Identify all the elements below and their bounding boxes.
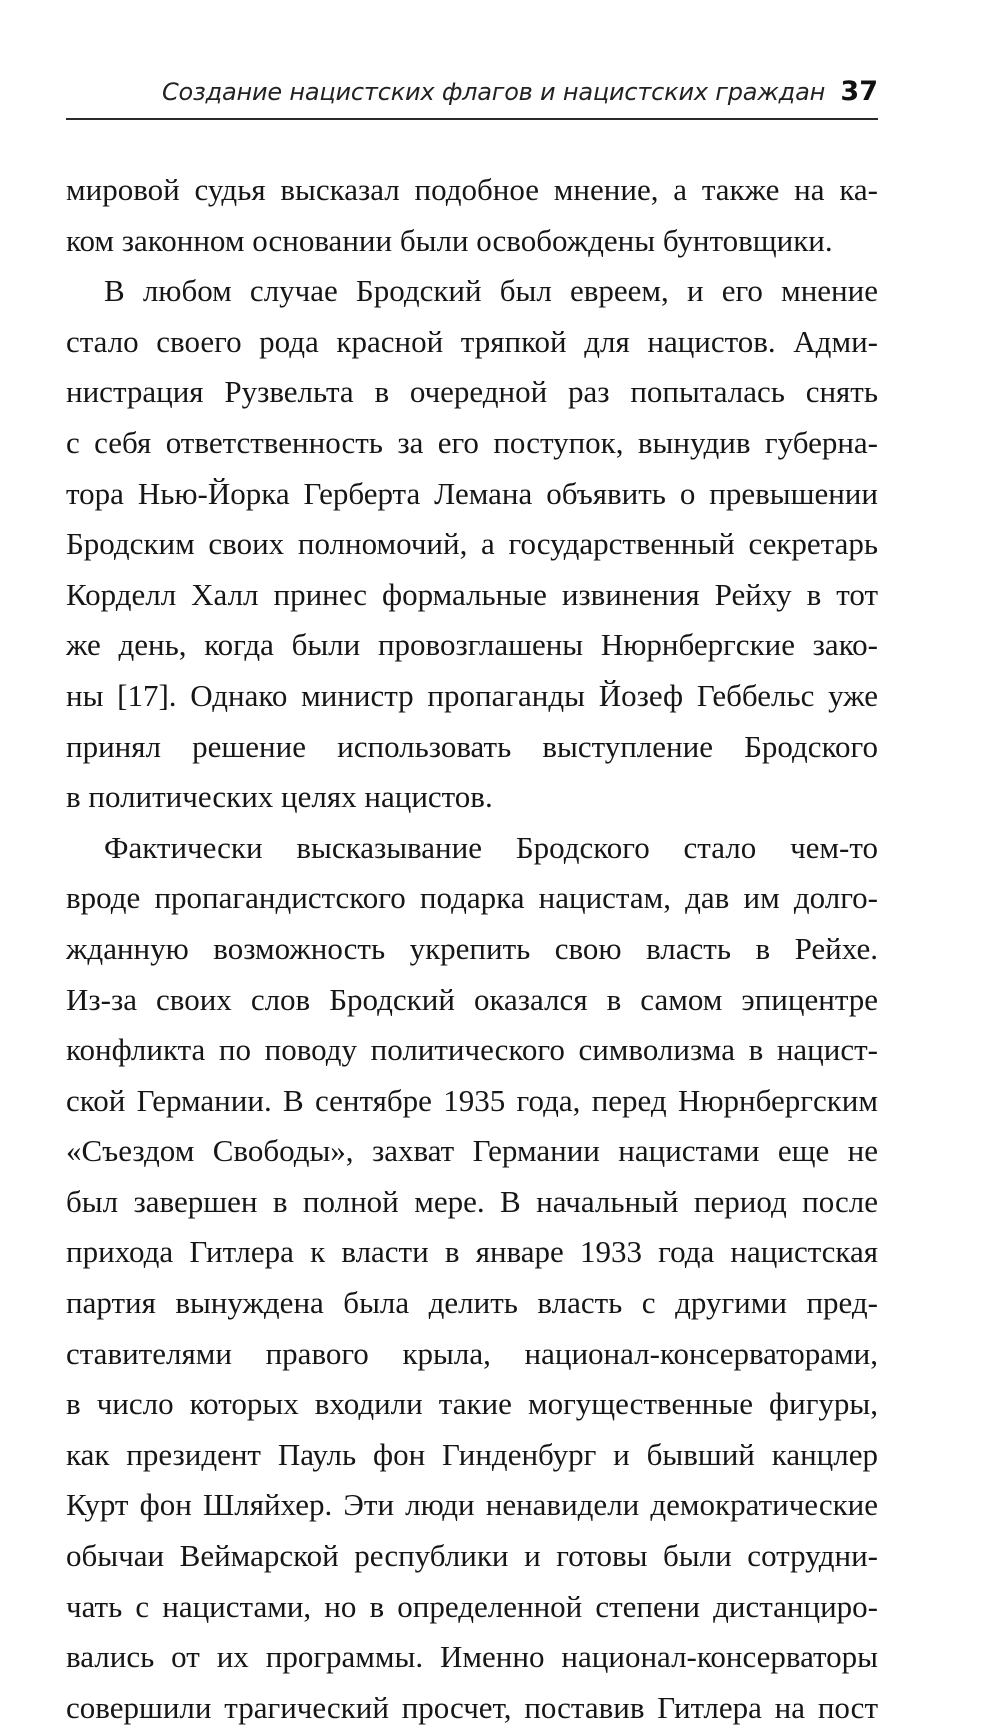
text-line: ны [17]. Однако министр пропаганды Йозеф Геббельс уже <box>66 677 878 713</box>
text-line: же день, когда были провозглашены Нюрнбергские зако- <box>66 627 878 663</box>
text-line: В любом случае Бродский был евреем, и его мнение <box>104 273 878 309</box>
text-line: Фактически высказывание Бродского стало чем-то <box>104 829 878 865</box>
text-line: мировой судья высказал подобное мнение, а также на ка- <box>66 172 878 207</box>
text-line: Бродским своих полномочий, а государственный секретарь <box>66 526 878 562</box>
text-line: Из-за своих слов Бродский оказался в самом эпицентре <box>66 981 878 1017</box>
text-line: как президент Пауль фон Гинденбург и бывший канцлер <box>66 1436 878 1472</box>
text-line: чать с нацистами, но в определенной степени дистанциро- <box>66 1588 878 1624</box>
text-line: совершили трагический просчет, поставив Гитлера на пост <box>66 1689 878 1725</box>
text-line: ком законном основании были освобождены бунтовщики. <box>66 222 833 258</box>
text-line: вались от их программы. Именно национал-консерваторы <box>66 1639 878 1675</box>
text-line: с себя ответственность за его поступок, вынудив губерна- <box>66 424 878 460</box>
text-line: партия вынуждена была делить власть с другими пред- <box>66 1285 878 1321</box>
text-line: нистрация Рузвельта в очередной раз попыталась снять <box>66 374 878 410</box>
running-title: Создание нацистских флагов и нацистских граждан <box>162 78 826 106</box>
text-line: прихода Гитлера к власти в январе 1933 года нацистская <box>66 1234 878 1270</box>
text-line: ставителями правого крыла, национал-консерваторами, <box>66 1335 878 1371</box>
page-number: 37 <box>840 76 878 107</box>
body-text <box>66 165 878 1733</box>
text-line: принял решение использовать выступление Бродского <box>66 728 878 764</box>
text-line: вроде пропагандистского подарка нацистам, дав им долго- <box>66 880 878 916</box>
text-line: в число которых входили такие могущественные фигуры, <box>66 1386 878 1422</box>
text-line: Курт фон Шляйхер. Эти люди ненавидели демократические <box>66 1487 878 1523</box>
text-line: жданную возможность укрепить свою власть в Рейхе. <box>66 930 878 966</box>
text-line: был завершен в полной мере. В начальный период после <box>66 1183 878 1219</box>
text-line: ской Германии. В сентябре 1935 года, перед Нюрнбергским <box>66 1082 878 1118</box>
text-line: конфликта по поводу политического символизма в нацист- <box>66 1032 878 1068</box>
text-line: Корделл Халл принес формальные извинения Рейху в тот <box>66 576 878 612</box>
text-line: обычаи Веймарской республики и готовы были сотрудни- <box>66 1538 878 1574</box>
text-line: в политических целях нацистов. <box>66 779 493 815</box>
running-header <box>66 68 878 120</box>
text-line: «Съездом Свободы», захват Германии нацистами еще не <box>66 1133 878 1169</box>
text-line: стало своего рода красной тряпкой для нацистов. Адми- <box>66 323 878 359</box>
text-line: тора Нью-Йорка Герберта Лемана объявить о превышении <box>66 475 878 511</box>
